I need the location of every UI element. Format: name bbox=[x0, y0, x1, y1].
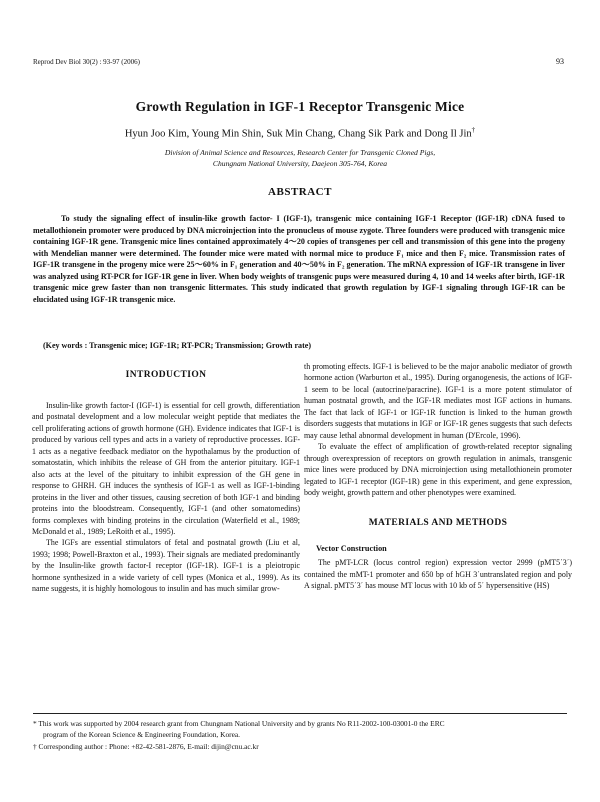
author-names: Hyun Joo Kim, Young Min Shin, Suk Min Chang, Chang Sik Park and Dong Il Jin bbox=[124, 128, 472, 140]
methods-heading: MATERIALS AND METHODS bbox=[368, 518, 508, 529]
journal-reference: Reprod Dev Biol 30(2) : 93-97 (2006) bbox=[33, 58, 140, 66]
introduction-paragraph-2: The IGFs are essential stimulators of fetal and postnatal growth (Liu et al, 1993; 1998; Powell-Braxton et al., 1993). Their signals are mediated predominantly by the Insulin-like growth factor-I receptor (IGF-1R). IGF-1 is a pleiotropic hormone synthesized in a wide variety of cell types (Monica et al., 1999). As its name suggests, it is highly homologous to insulin and has much similar grow- bbox=[32, 538, 300, 594]
funding-footnote-continued: program of the Korean Science & Engineering Foundation, Korea. bbox=[43, 730, 241, 740]
introduction-paragraph-2-continued: th promoting effects. IGF-1 is believed to be the major anabolic mediator of growth hormone action (Warburton et al., 1995). During organogenesis, the actions of IGF-1 seem to be local (autocrine/paracrine). IGF-1 is a more potent stimulator of human postnatal growth, and the IGF-1R mediates most IGF actions in humans. The fact that lack of IGF-1 or IGF-1R function is linked to the human growth disorders suggests that mutations in IGF or IGF-1R genes suggests that such defects may cause lethal abnormal development in human (D'Ercole, 1996). bbox=[304, 362, 572, 440]
right-column bbox=[304, 361, 572, 592]
introduction-heading: INTRODUCTION bbox=[125, 370, 207, 380]
author-line bbox=[0, 126, 600, 140]
affiliation-line-2: Chungnam National University, Daejeon 305-764, Korea bbox=[212, 159, 388, 168]
introduction-paragraph-1: Insulin-like growth factor-I (IGF-1) is essential for cell growth, differentiation and postnatal development and a low molecular weight peptide that mediates the cell proliferating actions of growth hormone (GH). Evidence indicates that IGF-1 is produced by various cell types and acts in a variety of reproductive processes. IGF-1 acts as a negative feedback mediator on the hypothalamus by the production of somatostatin, which inhibits the release of GH from the anterior pituitary. IGF-1 also acts at the level of the pituitary to inhibit expression of the GH gene in response to GHRH. GH induces the synthesis of IGF-1 as well as IGF-1-binding proteins in the liver and other tissues, causing secretion of both IGF-1 and binding proteins into the bloodstream. Consequently, IGF-1 (and other somatomedins) forms complexes with binding proteins in the circulation (Waterfield et al., 1989; McDonald et al., 1989; LeRoith et al., 1995). bbox=[32, 401, 300, 536]
footnotes bbox=[33, 718, 567, 752]
keywords: (Key words : Transgenic mice; IGF-1R; RT-PCR; Transmission; Growth rate) bbox=[43, 341, 311, 350]
paper-title: Growth Regulation in IGF-1 Receptor Transgenic Mice bbox=[135, 99, 465, 114]
affiliation-line-1: Division of Animal Science and Resources, Research Center for Transgenic Cloned Pigs, bbox=[164, 148, 436, 157]
footnote-divider bbox=[33, 713, 567, 714]
methods-paragraph-1: The pMT-LCR (locus control region) expression vector 2999 (pMT5΄3΄) contained the mMT-1 promoter and 650 bp of hGH 3΄untranslated region and poly A signal. pMT5΄3΄ has mouse MT locus with 10 kb of 5΄ hypersensitive (HS) bbox=[304, 558, 572, 591]
corresponding-author-mark: † bbox=[471, 126, 476, 134]
page-number: 93 bbox=[556, 57, 564, 66]
left-column bbox=[32, 364, 300, 595]
introduction-paragraph-3: To evaluate the effect of amplification of growth-related receptor signaling through overexpression of receptors on growth regulation in animals, transgenic mice lines were produced by DNA microinjection using metallothionein promoter legated to IGF-1 receptor (IGF-1R) gene in this experiment, and gene expression, body weight, growth pattern and other phenotypes were examined. bbox=[304, 442, 572, 497]
funding-footnote: * This work was supported by 2004 research grant from Chungnam National University and by grants No R11-2002-100-03001-0 the ERC bbox=[33, 719, 445, 728]
vector-construction-heading: Vector Construction bbox=[316, 544, 387, 554]
abstract-text: To study the signaling effect of insulin-like growth factor- I (IGF-1), transgenic mice containing IGF-1 Receptor (IGF-1R) cDNA fused to metallothionein promoter were produced by DNA microinjection into the pronucleus of mouse zygote. Three founders were produced with transgenic mice containing IGF-1R gene. Transgenic mice lines contained approximately 4～20 copies of transgenes per cell and transmission of this gene into the progeny with Mendelian manner were determined. The founder mice were mated with normal mice to produce F₁ mice and then F₂ mice. Transmission rates of IGF-1R transgene in the progeny mice were 25～60% in F₁ generation and 40～50% in F₂ generation. The mRNA expression of IGF-1R transgene in liver was analyzed using RT-PCR for IGF-1R gene in liver. When body weights of transgenic pups were measured during 4, 10 and 14 weeks after birth, IGF-1R transgenic mice grew faster than non transgenic littermates. This study indicated that growth regulation by IGF-1 signaling through IGF-1R can be elucidated using IGF-1R transgenic mice. bbox=[33, 214, 565, 304]
abstract-heading: ABSTRACT bbox=[268, 186, 332, 198]
corresponding-author-footnote: † Corresponding author : Phone: +82-42-581-2876, E-mail: dijin@cnu.ac.kr bbox=[33, 741, 259, 751]
